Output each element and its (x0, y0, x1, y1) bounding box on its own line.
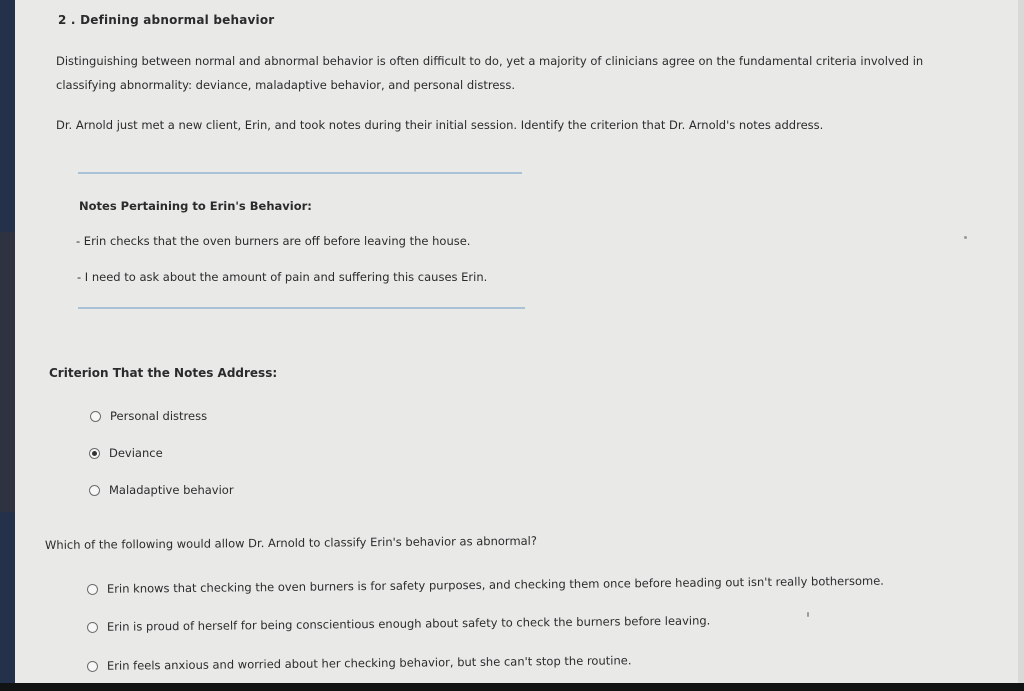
option-label: Erin feels anxious and worried about her checking behavior, but she can't stop the routine. (106, 653, 632, 673)
classify-question-prompt: Which of the following would allow Dr. Arnold to classify Erin's behavior as abnormal? (44, 533, 538, 552)
option-label: Maladaptive behavior (109, 483, 234, 497)
notes-bottom-divider (78, 307, 525, 309)
radio-button[interactable] (87, 584, 98, 595)
screen-bottom-edge (0, 683, 1024, 691)
criterion-option-maladaptive-behavior[interactable] (89, 483, 234, 498)
radio-button[interactable] (87, 661, 98, 672)
stray-mark (807, 612, 809, 617)
window-left-edge (0, 0, 15, 691)
question-title: 2 . Defining abnormal behavior (58, 13, 275, 27)
option-label: Erin is proud of herself for being conscientious enough about safety to check the burners before leaving. (106, 613, 711, 634)
notes-heading: Notes Pertaining to Erin's Behavior: (79, 199, 312, 213)
stray-mark (964, 236, 967, 239)
intro-text-line-2: classifying abnormality: deviance, maladaptive behavior, and personal distress. (56, 78, 516, 92)
case-description: Dr. Arnold just met a new client, Erin, and took notes during their initial session. Identify the criterion that Dr. Arnold's notes address. (56, 118, 824, 132)
radio-button-selected[interactable] (89, 448, 100, 459)
classify-option-proud[interactable] (87, 613, 710, 635)
classify-option-safety[interactable] (87, 574, 884, 597)
window-right-edge (1018, 0, 1024, 691)
note-item: - Erin checks that the oven burners are off before leaving the house. (76, 234, 471, 248)
criterion-heading: Criterion That the Notes Address: (49, 366, 278, 380)
criterion-option-deviance[interactable] (89, 446, 163, 461)
option-label: Deviance (109, 446, 163, 460)
note-item: - I need to ask about the amount of pain and suffering this causes Erin. (77, 270, 488, 284)
option-label: Erin knows that checking the oven burners is for safety purposes, and checking them once before heading out isn't really bothersome. (106, 573, 884, 596)
option-label: Personal distress (110, 409, 208, 423)
radio-button[interactable] (87, 622, 98, 633)
notes-top-divider (78, 172, 522, 174)
radio-button[interactable] (89, 485, 100, 496)
intro-text-line-1: Distinguishing between normal and abnormal behavior is often difficult to do, yet a majority of clinicians agree on the fundamental criteria involved in (56, 54, 924, 68)
criterion-option-personal-distress[interactable] (90, 409, 207, 424)
classify-option-anxious[interactable] (87, 653, 632, 674)
radio-button[interactable] (90, 411, 101, 422)
